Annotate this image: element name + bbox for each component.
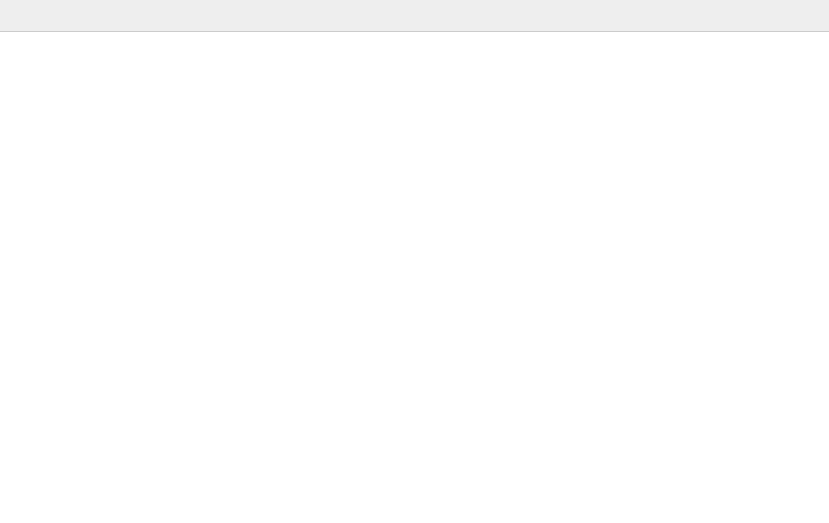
title-bar <box>0 0 829 32</box>
main-content <box>0 32 829 523</box>
